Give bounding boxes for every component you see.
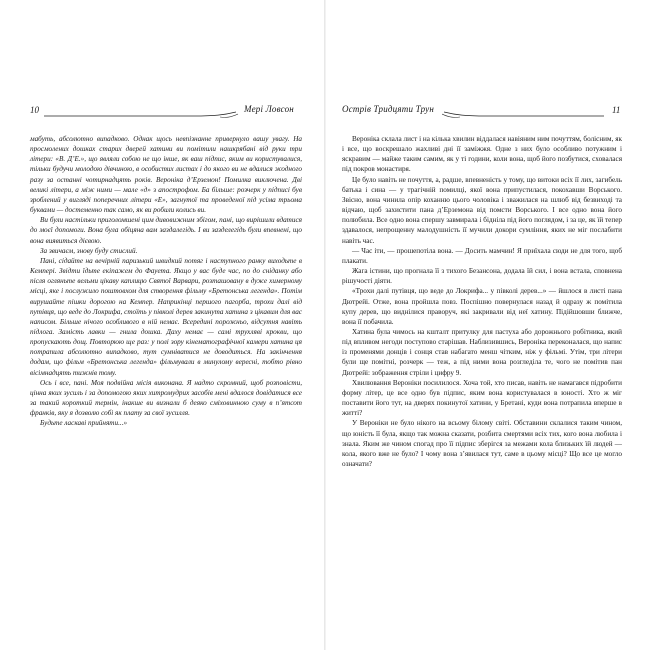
paragraph: Будьте ласкаві прийняти...» <box>40 419 128 428</box>
paragraph: Пані, сідайте на вечірній паризький швидкий потяг і наступного ранку виходьте в Кемпері. Звідти їдьте екіпажем до Фауета. Якщо у вас буде час, по до сніданку або після огляньте вельми цікаву каплицю Святої Варвари, розташовану в дуже химерному місці, яке і послужило поштовхом для створення фільму «Бретонська легенда». Потім вирушайте пішки дорогою на Кемпер. Наприкінці першого пагорба, трохи далі від путівця, що веде до Локрифа, стоїть у півколі дерев закинута хатина з цікавим для вас написом. Більше нічого особливого в ній немає. Всередині порожньо, відсутня навіть підлога. Замість лавки — гнила дошка. Даху немає — самі трухляві крокви, що пропускають дощ. Повторюю ще раз: у полі зору кінематографічної камери хатина ця потрапила абсолютно випадково, тут сумніватися не доводиться. На закінчення додам, що фільм «Бретонська легенда» фільмували в минулому вересні, тобто рівно вісімнадцять тижнів тому. <box>30 256 302 377</box>
right-page-header <box>342 103 622 127</box>
paragraph: Ви були настільки приголомшені цим дивовижним збігом, пані, що вирішили вдатися до моєї допомоги. Вона була обіцяна вам заздалегідь. І ви зазделегідь були впевнені, що вона виявиться дієвою. <box>30 216 302 245</box>
paragraph: Жага істини, що прогнала її з тихого Безансона, додала їй сил, і вона встала, сповнена рішучості діяти. <box>342 267 622 286</box>
paragraph: — Час іти, — прошепотіла вона. — Досить мамчин! Я приїхала сюди не для того, щоб плакати. <box>342 246 622 265</box>
paragraph: Хвилювання Вероніки посилилося. Хоча той, хто писав, навіть не намагався підробити форму літер, це все одно був підпис, яким вона користувалася в юності. Хто ж міг поставити його тут, на дверях покинутої хатини, у Бретані, куди вона потрапила вперше в житті? <box>342 378 622 418</box>
left-page-header <box>30 103 302 127</box>
paragraph: мабуть, абсолютно випадково. Однак щось невпізнанне привернуло вашу увагу. На просмолених дошках старих дверей хатини ви помітили нашкрябані від руки три літери: «В. Д’Е.», що являли собою не що інше, як ваш підпис, яким ви користувалися, тільки будучи молодою дівчиною, в особистих листах і до якого ви не вдалися жодного разу за останні чотирнадцять років. Вероніка д’Ерземон! Помилка виключена. Дві великі літери, а між ними — мале «д» з апострофом. Ба більше: розчерк у підписі був зроблений у вигляді поперечних літери «Е», загнутої та проведеної під усіма трьома буквами — достеменно так само, як ви робили колись ви. <box>30 135 302 215</box>
running-head-title: Острів Тридцяти Трун <box>342 104 435 114</box>
paragraph: Хатина була чимось на кшталт притулку для пастуха або дорожнього робітника, який під впливом негоди поступово старішав. Наблизившись, Вероніка переконалася, що напис із променями донців і сонця став набагато менш чітким, ніж у фільмі. Утім, три літери були ще помітні, розчерк — теж, а під ними вона розгледіла те, чого не помітив пан Дютрейі: зображення стріли і цифру 9. <box>342 327 622 377</box>
paragraph: Ось і все, пані. Моя подвійна місія виконана. Я надто скромний, щоб розповісти, цінна яких зусиль і за допомогою яких хитромудрих засобів мені вдалося довідатися все за такий короткий термін, інакше ви визнали б деяко сміховинною суму в п’ятсот франків, яку я дозволю собі як плату за свої зусилля. <box>30 378 302 418</box>
header-rule-ornament <box>44 110 240 119</box>
paragraph: За звичаєм, знову буду стислий. <box>40 246 138 255</box>
page-number: 11 <box>612 105 621 115</box>
paragraph: У Вероніки не було нікого на всьому білому світі. Обставини склалися таким чином, що юність її була, якщо так можна сказати, розбита смертями всіх тих, кого вона любила і знала. Яким же чином спогад про її підпис зберігся за межами кола близьких їй людей — кола, якого вже не було? І чому вона з’явилася тут, саме в цьому місці? Що все це могло означати? <box>342 419 622 468</box>
page-number: 10 <box>30 105 39 115</box>
paragraph: «Трохи далі путівця, що веде до Локрифа... у півколі дерев...» — йшлося в листі пана Дютрейі. Отже, вона пройшла повз. Поспішно повернулася назад й одразу ж помітила купу дерев, що виднілися праворуч, які закривали від неї хатину. Підійшовши ближче, вона її побачила. <box>342 287 622 326</box>
running-head-author: Мері Ловсон <box>244 104 294 114</box>
header-rule-ornament <box>442 110 604 119</box>
right-page <box>326 0 650 650</box>
paragraph: Вероніка склала лист і на кілька хвилин віддалася навіяним ним почуттям, болісним, як і все, що воскрешало жахливі дні її заміжжя. Одне з них було особливо потужним і яскравим — майже таким самим, як у ті години, коли вона, щоб його позбутися, сховалася під покров монастиря. <box>342 135 622 174</box>
left-page-body <box>30 134 302 429</box>
right-page-body <box>342 134 622 469</box>
left-page <box>0 0 324 650</box>
paragraph: Це було навіть не почуття, а, радше, впевненість у тому, що витоки всіх її лих, загибель батька і сина — у трагічній помилці, якої вона припустилася, покохавши Ворського. Звісно, вона чинила опір коханню цього чоловіка і зважилася на шлюб від безвиході та відчаю, щоб захистити пана д’Ерземона від помсти Ворського. І все одно вона його полюбила. Все одно вона спершу завмирала і бідніла під його поглядом, і за це, як їй тепер здавалося, непрощенну малодушність її мучили докори сумління, яких не міг послабити навіть час. <box>342 175 622 245</box>
